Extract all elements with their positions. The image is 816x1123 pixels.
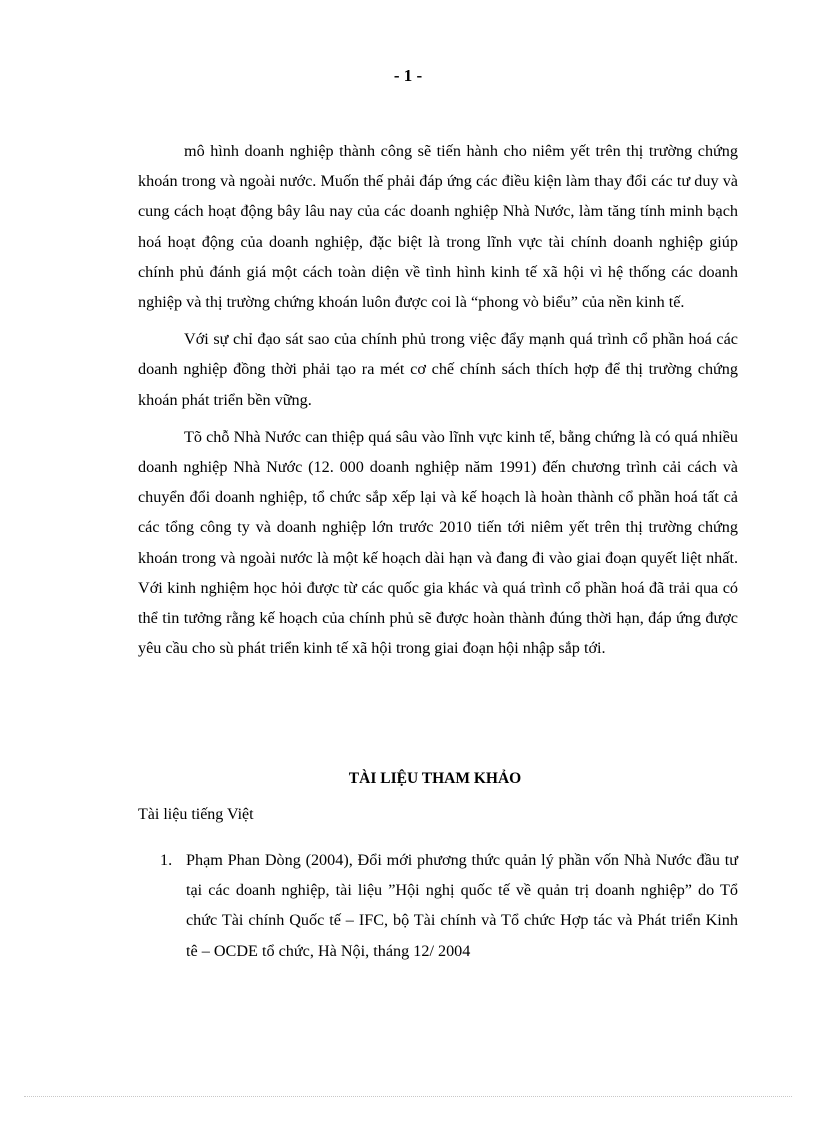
paragraph: Với sự chỉ đạo sát sao của chính phủ trong việc đẩy mạnh quá trình cổ phần hoá các doanh nghiệp đồng thời phải tạo ra mét cơ chế chính sách thích hợp để thị trường chứng khoán phát triển bền vững. bbox=[138, 330, 738, 409]
page-number: - 1 - bbox=[393, 66, 423, 85]
references-subtitle: Tài liệu tiếng Việt bbox=[138, 806, 254, 823]
references-title: TÀI LIỆU THAM KHẢO bbox=[348, 770, 522, 787]
reference-text: Phạm Phan Dòng (2004), Đổi mới phương thức quản lý phần vốn Nhà Nước đầu tư tại các doanh nghiệp, tài liệu ”Hội nghị quốc tế về quản trị doanh nghiệp” do Tổ chức Tài chính Quốc tế – IFC, bộ Tài chính và Tổ chức Hợp tác và Phát triển Kinh tê – OCDE tổ chức, Hà Nội, tháng 12/ 2004 bbox=[186, 851, 738, 960]
reference-number: 1. bbox=[160, 851, 173, 869]
references-list bbox=[160, 845, 738, 966]
paragraph: Tõ chỗ Nhà Nước can thiệp quá sâu vào lĩnh vực kinh tế, bằng chứng là có quá nhiều doanh nghiệp Nhà Nước (12. 000 doanh nghiệp năm 1991) đến chương trình cải cách và chuyển đổi doanh nghiệp, tổ chức sắp xếp lại và kế hoạch là hoàn thành cổ phần hoá tất cả các tổng công ty và doanh nghiệp lớn trước 2010 tiến tới niêm yết trên thị trường chứng khoán trong và ngoài nước là một kế hoạch dài hạn và đang đi vào giai đoạn quyết liệt nhất. Với kinh nghiệm học hỏi được từ các quốc gia khác và quá trình cổ phần hoá đã trải qua có thể tin tưởng rằng kế hoạch của chính phủ sẽ được hoàn thành đúng thời hạn, đáp ứng được yêu cầu cho sù phát triển kinh tế xã hội trong giai đoạn hội nhập sắp tới. bbox=[138, 427, 738, 658]
page-bottom-divider bbox=[24, 1096, 792, 1097]
paragraph: mô hình doanh nghiệp thành công sẽ tiến hành cho niêm yết trên thị trường chứng khoán trong và ngoài nước. Muốn thế phải đáp ứng các điều kiện làm thay đổi các tư duy và cung cách hoạt động bây lâu nay của các doanh nghiệp Nhà Nước, làm tăng tính minh bạch hoá hoạt động của doanh nghiệp, đặc biệt là trong lĩnh vực tài chính doanh nghiệp giúp chính phủ đánh giá một cách toàn diện về tình hình kinh tế xã hội vì hệ thống các doanh nghiệp và thị trường chứng khoán luôn được coi là “phong vò biểu” của nền kinh tế. bbox=[138, 142, 738, 312]
reference-item bbox=[160, 845, 738, 966]
body-text bbox=[138, 136, 738, 670]
